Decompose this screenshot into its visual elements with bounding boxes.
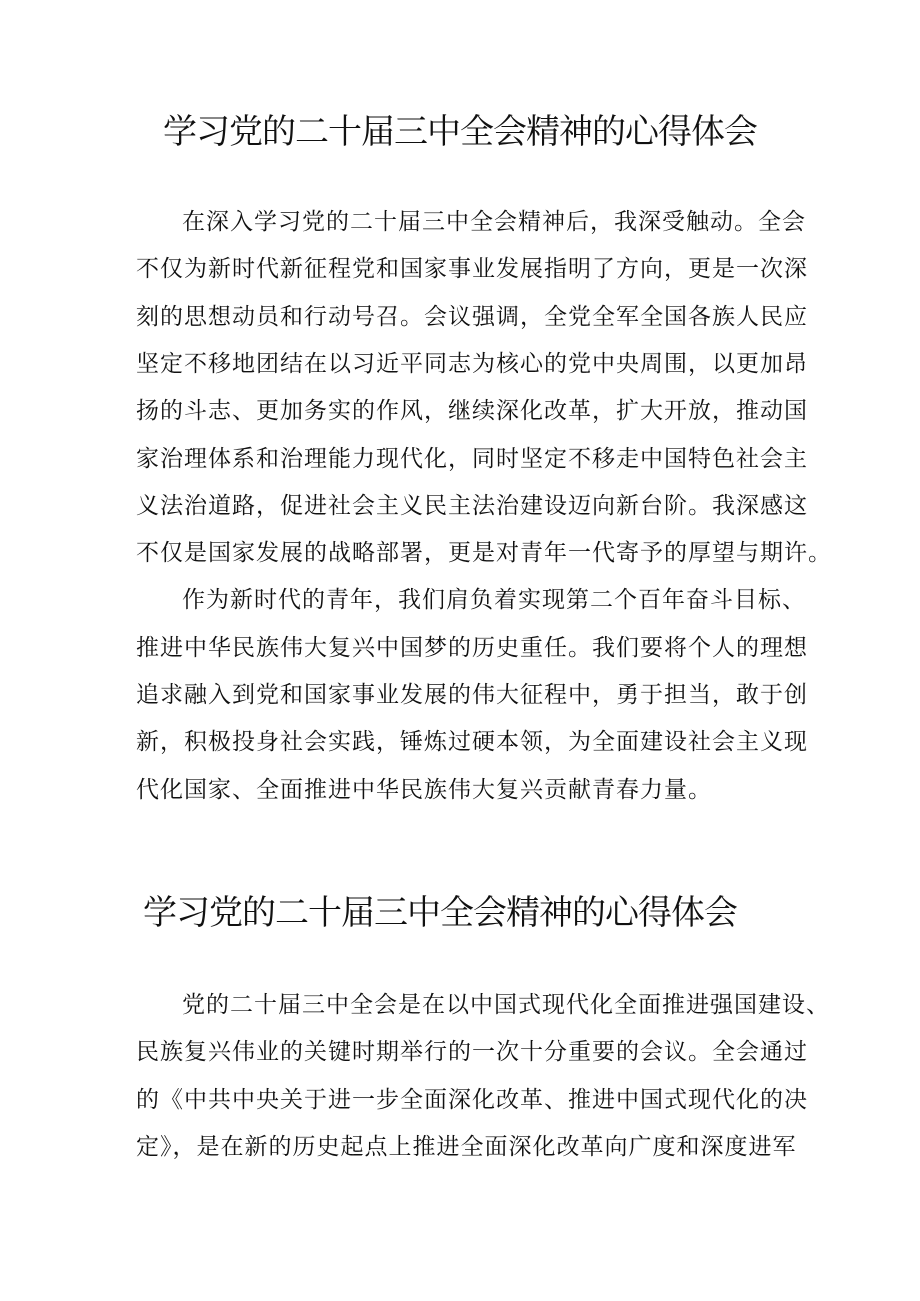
section-2-line-1: 党的二十届三中全会是在以中国式现代化全面推进强国建设、 bbox=[182, 992, 830, 1018]
section-1-line-9: 作为新时代的青年，我们肩负着实现第二个百年奋斗目标、 bbox=[182, 587, 806, 613]
section-2-line-3: 的《中共中央关于进一步全面深化改革、推进中国式现代化的决 bbox=[136, 1087, 808, 1113]
section-1-line-2: 不仅为新时代新征程党和国家事业发展指明了方向，更是一次深 bbox=[136, 256, 808, 282]
section-1-line-8: 不仅是国家发展的战略部署，更是对青年一代寄予的厚望与期许。 bbox=[136, 540, 832, 566]
section-2-line-4: 定》，是在新的历史起点上推进全面深化改革向广度和深度进军 bbox=[136, 1134, 797, 1160]
section-1-line-6: 家治理体系和治理能力现代化，同时坚定不移走中国特色社会主 bbox=[136, 446, 808, 472]
section-1-line-11: 追求融入到党和国家事业发展的伟大征程中，勇于担当，敢于创 bbox=[136, 682, 808, 708]
section-1-line-13: 代化国家、全面推进中华民族伟大复兴贡献青春力量。 bbox=[136, 777, 712, 803]
section-1-line-4: 坚定不移地团结在以习近平同志为核心的党中央周围，以更加昂 bbox=[136, 351, 808, 377]
section-1-line-12: 新，积极投身社会实践，锤炼过硬本领，为全面建设社会主义现 bbox=[136, 729, 808, 755]
section-1-line-1: 在深入学习党的二十届三中全会精神后，我深受触动。全会 bbox=[182, 209, 806, 235]
section-2-line-2: 民族复兴伟业的关键时期举行的一次十分重要的会议。全会通过 bbox=[136, 1039, 808, 1065]
section-2-title: 学习党的二十届三中全会精神的心得体会 bbox=[143, 893, 737, 933]
section-1-line-5: 扬的斗志、更加务实的作风，继续深化改革，扩大开放，推动国 bbox=[136, 398, 808, 424]
section-1-title: 学习党的二十届三中全会精神的心得体会 bbox=[163, 112, 757, 152]
section-1-line-3: 刻的思想动员和行动号召。会议强调，全党全军全国各族人民应 bbox=[136, 304, 808, 330]
section-1-line-7: 义法治道路，促进社会主义民主法治建设迈向新台阶。我深感这 bbox=[136, 493, 808, 519]
section-1-line-10: 推进中华民族伟大复兴中国梦的历史重任。我们要将个人的理想 bbox=[136, 635, 808, 661]
